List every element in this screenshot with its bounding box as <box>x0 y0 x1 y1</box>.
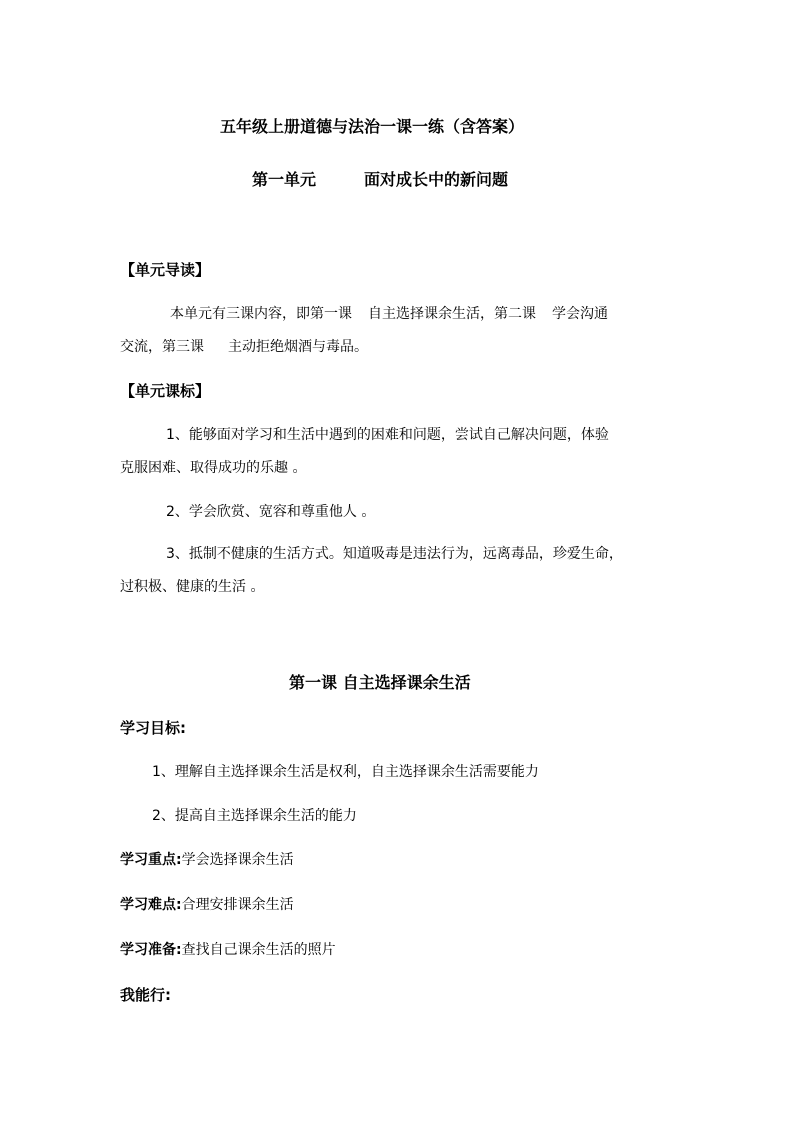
unit-guide-line-2-a: 交流，第三课 <box>120 339 204 355</box>
unit-guide-line-2 <box>120 340 368 354</box>
difficulty-label: 学习难点: <box>120 897 182 913</box>
unit-guide-heading: 【单元导读】 <box>120 261 211 279</box>
unit-title <box>252 172 508 188</box>
learning-goal-2: 2、提高自主选择课余生活的能力 <box>152 808 357 824</box>
unit-guide-line-1 <box>170 307 608 321</box>
lesson-title: 第一课 自主选择课余生活 <box>289 673 471 692</box>
standard-item-1-line-2: 克服困难、取得成功的乐趣 。 <box>120 460 307 476</box>
learning-preparation <box>120 943 336 957</box>
difficulty-value: 合理安排课余生活 <box>181 897 294 913</box>
learning-goal-1: 1、理解自主选择课余生活是权利，自主选择课余生活需要能力 <box>152 764 539 780</box>
document-title: 五年级上册道德与法治一课一练（含答案） <box>220 117 525 136</box>
unit-guide-line-1-c: 学会沟通 <box>552 306 608 322</box>
unit-guide-line-1-a: 本单元有三课内容，即第一课 <box>170 306 352 322</box>
key-point-value: 学会选择课余生活 <box>181 852 294 868</box>
preparation-label: 学习准备: <box>120 942 182 958</box>
unit-guide-line-2-b: 主动拒绝烟酒与毒品。 <box>228 339 368 355</box>
unit-guide-line-1-b: 自主选择课余生活，第二课 <box>368 306 536 322</box>
preparation-value: 查找自己课余生活的照片 <box>181 942 336 958</box>
standard-item-3-line-1: 3、抵制不健康的生活方式。知道吸毒是违法行为，远离毒品，珍爱生命， <box>166 546 623 562</box>
learning-goals-label: 学习目标: <box>120 719 186 737</box>
learning-difficulty <box>120 898 294 912</box>
unit-title-number: 第一单元 <box>252 170 317 189</box>
learning-key-point <box>120 853 294 867</box>
i-can-label: 我能行: <box>120 986 171 1004</box>
unit-standards-heading: 【单元课标】 <box>120 382 211 400</box>
standard-item-1-line-1: 1、能够面对学习和生活中遇到的困难和问题，尝试自己解决问题，体验 <box>166 427 609 443</box>
unit-title-name: 面对成长中的新问题 <box>364 170 509 189</box>
key-point-label: 学习重点: <box>120 852 182 868</box>
standard-item-2: 2、学会欣赏、宽容和尊重他人 。 <box>166 504 376 520</box>
standard-item-3-line-2: 过积极、健康的生活 。 <box>120 579 265 595</box>
